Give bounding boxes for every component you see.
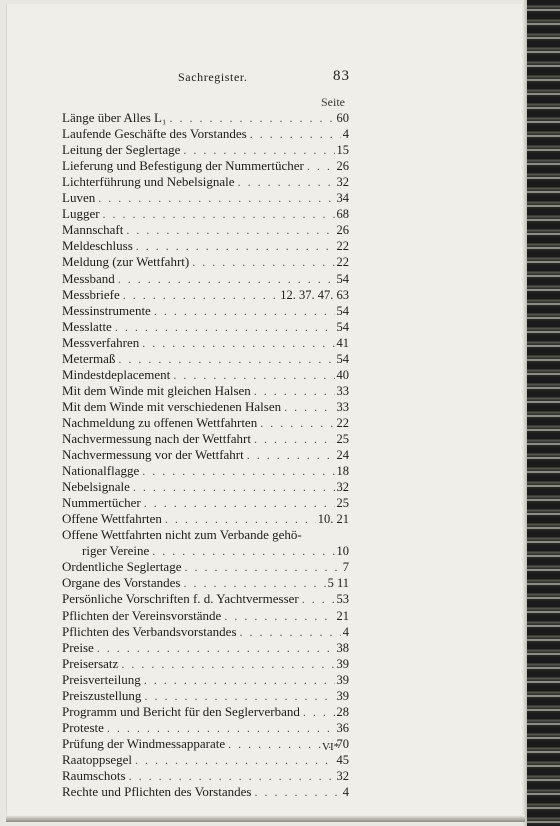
index-page-ref: 36	[336, 720, 349, 735]
index-entry	[62, 399, 349, 415]
index-entry	[62, 367, 349, 383]
leader-dots	[170, 367, 334, 383]
leader-dots	[251, 383, 335, 399]
index-page-ref: 32	[336, 768, 349, 783]
leader-dots	[151, 303, 335, 319]
index-page-ref: 26	[336, 223, 349, 238]
index-term: Nachmeldung zu offenen Wettfahrten	[62, 414, 258, 430]
index-term: Mannschaft	[62, 222, 124, 238]
leader-dots	[104, 720, 335, 736]
index-page-ref: 32	[336, 480, 349, 495]
leader-dots	[244, 447, 335, 463]
index-entry	[62, 303, 349, 319]
leader-dots	[115, 271, 335, 287]
index-entry	[62, 335, 349, 351]
index-term: Lichterführung und Nebelsignale	[62, 174, 235, 190]
index-page-ref: 34	[336, 191, 349, 206]
index-entry	[62, 768, 349, 784]
page-title: Sachregister.	[178, 70, 248, 84]
leader-dots	[247, 126, 341, 142]
index-term: Nebelsignale	[62, 479, 130, 495]
index-entry	[62, 174, 349, 190]
index-term: Offene Wettfahrten nicht zum Verbande gehö-	[62, 527, 302, 543]
leader-dots	[139, 463, 334, 479]
leader-dots	[141, 688, 334, 704]
leader-dots	[221, 608, 334, 624]
index-entry	[62, 688, 349, 704]
index-entry	[62, 415, 349, 431]
index-page-ref: 54	[336, 351, 349, 366]
leader-dots	[189, 254, 334, 270]
index-term: Messlatte	[62, 318, 112, 334]
index-entry	[62, 559, 349, 575]
index-page-ref: 22	[336, 239, 349, 254]
index-page-ref: 32	[336, 175, 349, 190]
index-term: Pflichten der Vereinsvorstände	[62, 607, 222, 623]
index-page-ref: 33	[336, 399, 349, 414]
leader-dots	[141, 672, 335, 688]
index-page-ref: 39	[336, 656, 349, 671]
index-term: Mit dem Winde mit gleichen Halsen	[62, 382, 251, 398]
index-page-ref: 39	[336, 688, 349, 703]
index-page-ref: 21	[336, 608, 349, 623]
index-term: Preisverteilung	[62, 671, 141, 687]
index-term: Raumschots	[62, 767, 126, 783]
running-header	[7, 70, 526, 90]
leader-dots	[162, 511, 316, 527]
index-page-ref: 40	[336, 367, 349, 382]
index-entry	[62, 575, 349, 591]
index-term: Meldeschluss	[62, 238, 133, 254]
leader-dots	[225, 736, 334, 752]
index-page-ref: 10	[336, 544, 349, 559]
index-entry	[62, 287, 349, 303]
index-term: Länge über Alles L₁	[62, 110, 167, 126]
index-entry	[62, 656, 349, 672]
index-entry	[62, 672, 349, 688]
index-page-ref: 41	[336, 335, 349, 350]
index-entry	[62, 319, 349, 335]
index-entry	[62, 752, 349, 768]
index-entry	[62, 270, 349, 286]
index-entry	[62, 704, 349, 720]
leader-dots	[181, 559, 340, 575]
index-page-ref: 38	[336, 640, 349, 655]
index-entry	[62, 383, 349, 399]
index-term: Persönliche Vorschriften f. d. Yachtvermesser	[62, 591, 299, 607]
index-term: Messband	[62, 270, 115, 286]
index-term: Preisersatz	[62, 655, 119, 671]
index-page-ref: 25	[336, 496, 349, 511]
leader-dots	[120, 287, 278, 303]
index-page-ref: 4	[342, 127, 349, 142]
index-term: Prüfung der Windmessapparate	[62, 735, 226, 751]
leader-dots	[126, 768, 335, 784]
index-term: Nationalflagge	[62, 463, 140, 479]
index-term: Offene Wettfahrten	[62, 511, 162, 527]
index-page-ref: 12. 37. 47. 63	[280, 287, 349, 302]
leader-dots	[257, 415, 334, 431]
index-entry	[62, 351, 349, 367]
index-entry	[62, 110, 349, 126]
index-page-ref: 54	[336, 319, 349, 334]
index-entry	[62, 158, 349, 174]
index-page-ref: 54	[336, 303, 349, 318]
index-entry	[62, 624, 349, 640]
leader-dots	[251, 431, 335, 447]
index-term: Messinstrumente	[62, 302, 151, 318]
index-entry	[62, 431, 349, 447]
index-entry	[62, 126, 349, 142]
index-term: Nachvermessung nach der Wettfahrt	[62, 430, 251, 446]
leader-dots	[95, 190, 334, 206]
book-spine	[527, 0, 560, 826]
index-entry	[62, 206, 349, 222]
leader-dots	[149, 543, 334, 559]
leader-dots	[139, 335, 334, 351]
index-page-ref: 60	[336, 111, 349, 126]
column-label: Seite	[321, 95, 345, 109]
index-entry	[62, 142, 349, 158]
index-page-ref: 24	[336, 448, 349, 463]
index-entry	[62, 640, 349, 656]
index-term: Nachvermessung vor der Wettfahrt	[62, 447, 244, 463]
page-bottom-edge	[6, 815, 525, 822]
index-list	[62, 110, 349, 800]
index-term: Messbriefe	[62, 286, 120, 302]
index-entry	[62, 479, 349, 495]
index-entry	[62, 447, 349, 463]
index-term: Programm und Bericht für den Seglerverband	[62, 703, 300, 719]
index-page-ref: 70	[336, 736, 349, 751]
index-term: Raatoppsegel	[62, 751, 133, 767]
index-entry	[62, 736, 349, 752]
index-term: Organe des Vorstandes	[62, 575, 181, 591]
index-entry	[62, 190, 349, 206]
index-term: riger Vereine	[82, 543, 150, 559]
index-term: Nummertücher	[62, 495, 141, 511]
index-page-ref: 54	[336, 271, 349, 286]
index-term: Preise	[62, 639, 94, 655]
leader-dots	[123, 222, 334, 238]
index-page-ref: 45	[336, 752, 349, 767]
index-entry	[62, 463, 349, 479]
index-page-ref: 4	[342, 785, 349, 800]
index-term: Leitung der Seglertage	[62, 142, 181, 158]
leader-dots	[167, 110, 335, 126]
leader-dots	[141, 495, 335, 511]
leader-dots	[281, 399, 334, 415]
index-term: Luven	[62, 190, 96, 206]
index-entry	[62, 238, 349, 254]
index-term: Proteste	[62, 719, 104, 735]
index-page-ref: 25	[336, 431, 349, 446]
index-term: Lugger	[62, 206, 100, 222]
index-entry	[62, 495, 349, 511]
index-page-ref: 33	[336, 383, 349, 398]
index-entry	[62, 511, 349, 527]
index-entry	[62, 784, 349, 800]
leader-dots	[130, 479, 335, 495]
index-page-ref: 22	[336, 255, 349, 270]
index-page-ref: 4	[342, 624, 349, 639]
index-term: Laufende Geschäfte des Vorstandes	[62, 126, 247, 142]
index-term: Lieferung und Befestigung der Nummertücher	[62, 158, 304, 174]
index-page-ref: 39	[336, 672, 349, 687]
leader-dots	[300, 704, 335, 720]
leader-dots	[235, 174, 335, 190]
index-term: Pflichten des Verbandsvorstandes	[62, 623, 237, 639]
index-page-ref: 26	[336, 159, 349, 174]
leader-dots	[132, 752, 334, 768]
book-page	[6, 4, 526, 822]
leader-dots	[299, 591, 335, 607]
index-term: Messverfahren	[62, 334, 140, 350]
index-term: Metermaß	[62, 350, 116, 366]
leader-dots	[251, 784, 340, 800]
leader-dots	[133, 238, 335, 254]
index-entry	[62, 543, 349, 559]
index-page-ref: 28	[336, 704, 349, 719]
index-entry	[62, 222, 349, 238]
index-page-ref: 7	[342, 560, 349, 575]
page-number: 83	[333, 68, 350, 84]
leader-dots	[112, 319, 335, 335]
index-page-ref: 68	[336, 207, 349, 222]
index-term: Mindestdeplacement	[62, 366, 171, 382]
leader-dots	[94, 640, 335, 656]
index-term: Ordentliche Seglertage	[62, 559, 182, 575]
index-entry	[62, 527, 349, 543]
index-page-ref: 53	[336, 592, 349, 607]
index-page-ref: 22	[336, 415, 349, 430]
leader-dots	[118, 656, 334, 672]
leader-dots	[115, 351, 334, 367]
leader-dots	[180, 142, 334, 158]
index-entry	[62, 254, 349, 270]
index-page-ref: 5 11	[327, 576, 349, 591]
index-term: Mit dem Winde mit verschiedenen Halsen	[62, 398, 282, 414]
index-entry	[62, 607, 349, 623]
index-entry	[62, 591, 349, 607]
index-page-ref: 18	[336, 464, 349, 479]
index-page-ref: 10. 21	[317, 512, 349, 527]
leader-dots	[180, 575, 325, 591]
index-page-ref: 15	[336, 143, 349, 158]
signature-mark: VI*	[322, 741, 340, 753]
leader-dots	[304, 158, 335, 174]
leader-dots	[237, 624, 341, 640]
index-term: Preiszustellung	[62, 687, 142, 703]
index-term: Rechte und Pflichten des Vorstandes	[62, 784, 252, 800]
index-entry	[62, 720, 349, 736]
index-term: Meldung (zur Wettfahrt)	[62, 254, 190, 270]
leader-dots	[100, 206, 335, 222]
